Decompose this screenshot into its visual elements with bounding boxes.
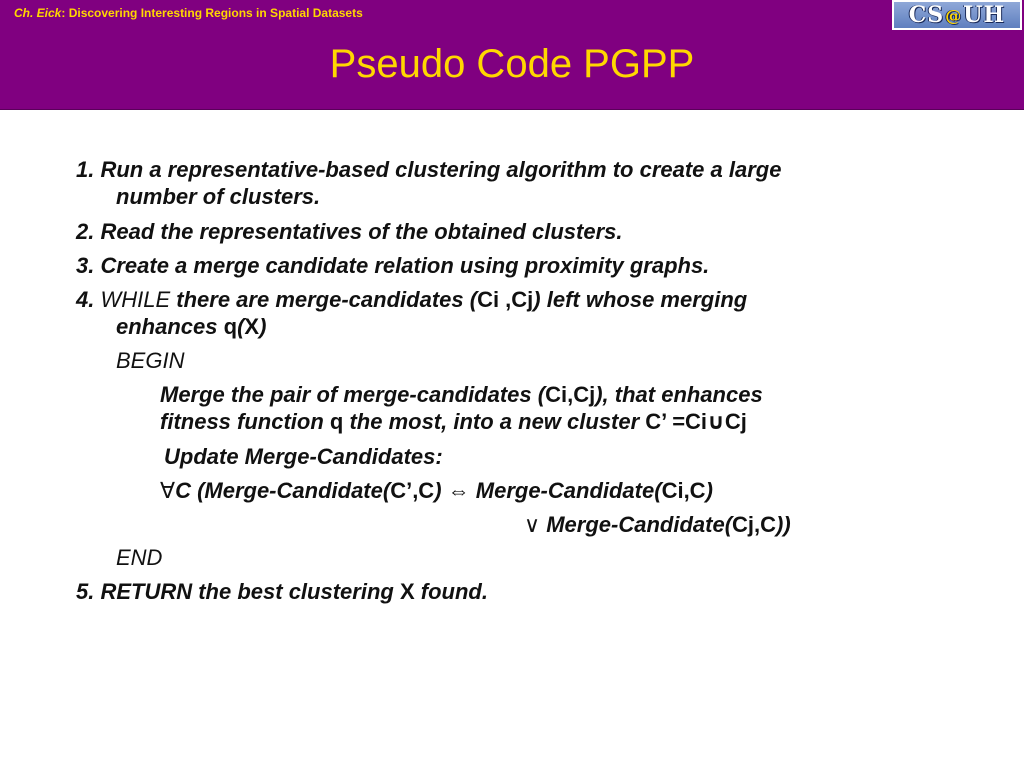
merge-text-b: ), that enhances: [595, 382, 763, 407]
step-4-x: X: [244, 314, 260, 339]
forall-symbol: ∀: [160, 478, 176, 503]
step-4-line-2: [116, 314, 266, 340]
header-caption: [14, 6, 363, 20]
step-4-text-a: there are merge-candidates (: [170, 287, 478, 312]
step-4-ci-cj: Ci ,Cj: [477, 287, 534, 312]
step-5-text-b: found.: [414, 579, 488, 604]
update-merge-candidates: Update Merge-Candidates:: [164, 444, 443, 469]
forall-ci-c: Ci,C: [661, 478, 706, 503]
step-4-paren-close: ): [259, 314, 267, 339]
forall-line: [160, 478, 713, 504]
or-text-a: Merge-Candidate(: [540, 512, 733, 537]
forall-text-b: ): [434, 478, 448, 503]
merge-new-cluster: C’ =Ci∪Cj: [645, 409, 747, 434]
merge-text-c: the most, into a new cluster: [343, 409, 646, 434]
step-5-text-a: 5. RETURN the best clustering: [76, 579, 400, 604]
logo-at: @: [945, 5, 963, 25]
forall-text-c: Merge-Candidate(: [469, 478, 662, 503]
or-cj-c: Cj,C: [732, 512, 777, 537]
merge-text-a: Merge the pair of merge-candidates (: [160, 382, 546, 407]
forall-c-prime-c: C’,C: [390, 478, 435, 503]
merge-line-2: [160, 409, 747, 435]
logo-uh: UH: [963, 2, 1006, 28]
step-2: 2. Read the representatives of the obtained clusters.: [76, 219, 623, 244]
step-4-enhances: enhances: [116, 314, 224, 339]
step-4-paren-open: (: [237, 314, 245, 339]
step-3: 3. Create a merge candidate relation using proximity graphs.: [76, 253, 710, 278]
merge-line-1: [160, 382, 763, 408]
step-4-line-1: [76, 287, 747, 313]
while-keyword: WHILE: [94, 287, 171, 312]
forall-text-a: C (Merge-Candidate(: [175, 478, 391, 503]
merge-q: q: [329, 409, 344, 434]
or-text-b: )): [776, 512, 791, 537]
header-subtitle: : Discovering Interesting Regions in Spatial Datasets: [61, 6, 363, 20]
step-4-number: 4.: [76, 287, 95, 312]
slide-title: Pseudo Code PGPP: [329, 42, 695, 86]
step-1-line-1: 1. Run a representative-based clustering algorithm to create a large: [76, 157, 782, 182]
step-1-line-2: number of clusters.: [116, 184, 321, 209]
author-name: Ch. Eick: [14, 6, 62, 20]
or-line: [524, 512, 791, 538]
end-keyword: END: [116, 545, 163, 570]
forall-text-d: ): [705, 478, 713, 503]
begin-keyword: BEGIN: [116, 348, 185, 373]
merge-fitness-text: fitness function: [160, 409, 330, 434]
step-5: [76, 579, 488, 605]
iff-symbol: ⇔: [447, 478, 470, 503]
or-symbol: ∨: [524, 512, 541, 537]
merge-ci-cj: Ci,Cj: [545, 382, 596, 407]
step-4-text-b: ) left whose merging: [533, 287, 748, 312]
step-5-x: X: [399, 579, 415, 604]
logo-cs: CS: [908, 2, 945, 28]
cs-uh-logo: [892, 0, 1022, 30]
step-4-q: q: [223, 314, 238, 339]
slide-header: [0, 0, 1024, 110]
